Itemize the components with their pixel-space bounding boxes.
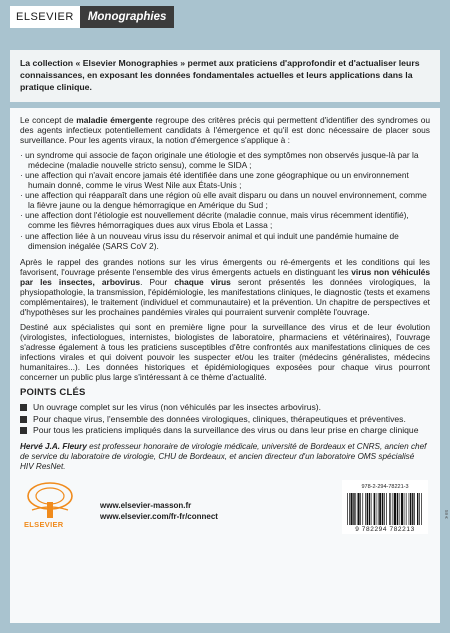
list-item: · une affection qui n'avait encore jamais été identifiée dans une zone géographique ou un environnement humain donné, comme le virus West Nile aux États-Unis ;: [20, 170, 409, 191]
tree-icon: [20, 480, 80, 520]
description-panel: [10, 108, 440, 623]
intro-text: La collection « Elsevier Monographies » permet aux praticiens d'approfondir et d'actualiser leurs connaissances, en exposant les données fondamentales actuelles et leurs applications dans la pratique clinique.: [20, 58, 420, 93]
emergence-criteria-list: [20, 150, 430, 250]
list-item: · une affection liée à un nouveau virus issu du réservoir animal et qui induit une pandémie humaine de dimension inégalée (SARS CoV 2).: [20, 230, 399, 251]
collection-label: Monographies: [80, 6, 175, 28]
side-code: 59 €: [444, 510, 449, 519]
barcode-icon: [346, 493, 424, 525]
key-points-title: POINTS CLÉS: [20, 387, 86, 399]
author-name: Hervé J.A. Fleury: [20, 441, 87, 451]
publisher-label: ELSEVIER: [10, 6, 80, 28]
concept-paragraph: Le concept de maladie émergente regroupe des critères précis qui permettent d'identifier des syndromes ou des agents infectieux potentiellement candidats à l'émergence et qu'il est donc nécessaire de placer sous surveillance. Pour les agents viraux, la notion d'émergence s'applique à :: [20, 115, 431, 146]
isbn-number: 978-2-294-78221-3: [361, 483, 409, 490]
concept-term: maladie émergente: [76, 115, 153, 125]
list-item: · une affection dont l'étiologie est nouvellement décrite (maladie connue, mais virus récemment identifié), comme les fièvres hémorragiques dues aux virus Ebola et Lassa ;: [20, 210, 409, 231]
square-bullet-icon: [20, 416, 27, 423]
content-paragraph: Après le rappel des grandes notions sur les virus émergents ou ré-émergents et les conditions qui les favorisent, l'ouvrage présente l'ensemble des virus émergents actuels en distinguant les virus non véhiculés par les insectes, arbovirus. Pour chaque virus seront présentés les données virologiques, la physiopathologie, la transmission, l'épidémiologie, les manifestations cliniques, le diagnostic (tests et examens complémentaires), le traitement (individuel et communautaire) et la prévention. Un chapitre de perspectives et d'hypothèses sur les prochaines pandémies virales qui pourraient survenir complète l'ouvrage.: [20, 256, 431, 317]
back-cover-footer: [20, 480, 430, 538]
barcode-digits: 9 782294 782213: [355, 525, 415, 533]
key-points-list: [20, 402, 430, 436]
list-item: Un ouvrage complet sur les virus (non véhiculés par les insectes arbovirus).: [20, 402, 430, 413]
intro-panel: [10, 50, 440, 102]
isbn-barcode: [342, 480, 428, 534]
list-item: · une affection qui réapparaît dans une région où elle avait disparu ou dans un nouvel environnement, comme la fièvre jaune ou la dengue hémorragique en Amérique du Sud ;: [20, 190, 427, 211]
website-link[interactable]: www.elsevier.com/fr-fr/connect: [100, 511, 218, 521]
square-bullet-icon: [20, 404, 27, 411]
audience-paragraph: Destiné aux spécialistes qui sont en première ligne pour la surveillance des virus et de leur évolution (virologistes, infectiologues, internistes, biologistes de laboratoire, pharmaciens et vétérinaires), l'ouvrage s'adresse également à tous les praticiens susceptibles d'être confrontés aux manifestations cliniques de ces infections virales et qui doivent pouvoir les suspecter et/ou les traiter (médecins généralistes, médecins humanitaires...). Les données historiques et épidémiologiques exposées pour chaque virus pourront concerner un public plus large s'intéressant à ce thème d'actualité.: [20, 321, 430, 383]
logo-wordmark: ELSEVIER: [24, 519, 64, 529]
author-bio: Hervé J.A. Fleury est professeur honoraire de virologie médicale, université de Bordeaux et CNRS, ancien chef de service du laboratoire de virologie, CHU de Bordeaux, et ancien directeur d'un laboratoire OMS spécialisé HIV ResNet.: [20, 441, 427, 471]
elsevier-logo: [20, 480, 92, 530]
list-item: Pour tous les praticiens impliqués dans la surveillance des virus ou dans leur prise en charge clinique: [20, 425, 430, 436]
website-link[interactable]: www.elsevier-masson.fr: [100, 500, 192, 510]
collection-header: [10, 6, 174, 28]
list-item: · un syndrome qui associe de façon originale une étiologie et des symptômes non observés jusque-là par la médecine (maladie nouvelle stricto sensu), comme le SIDA ;: [20, 150, 419, 171]
list-item: Pour chaque virus, l'ensemble des données virologiques, cliniques, thérapeutiques et préventives.: [20, 414, 430, 425]
square-bullet-icon: [20, 427, 27, 434]
website-links: [100, 500, 218, 522]
